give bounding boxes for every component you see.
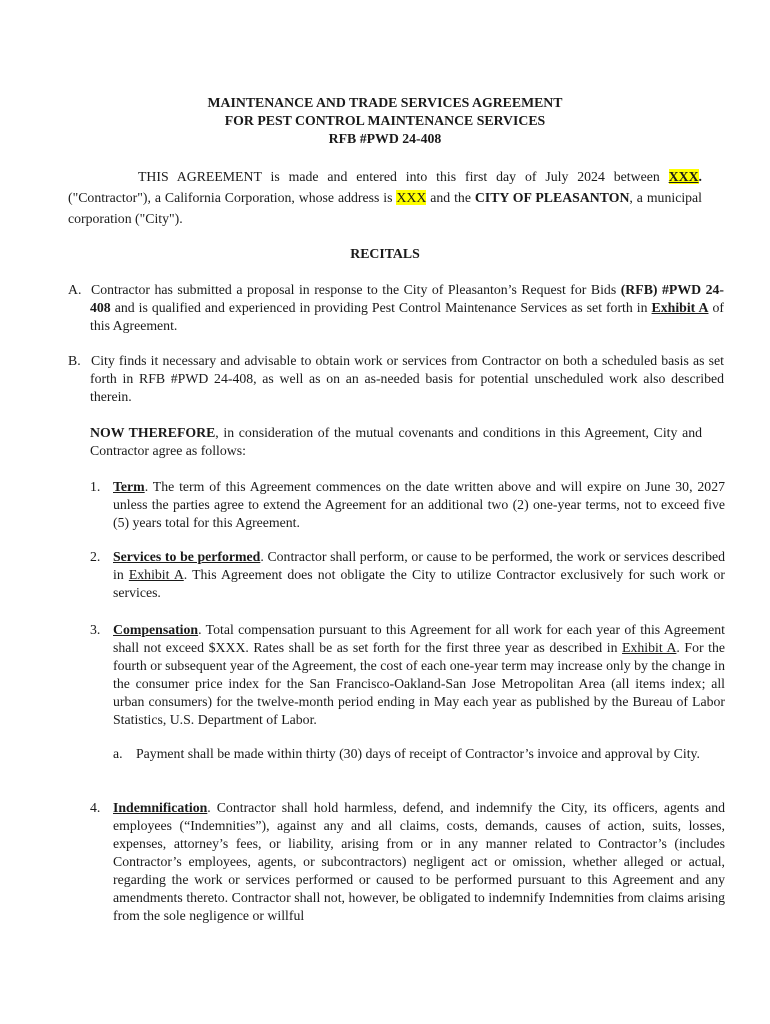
city-name: CITY OF PLEASANTON bbox=[474, 190, 630, 205]
section-services-title: Services to be performed bbox=[113, 549, 261, 564]
section-term: 1. Term. The term of this Agreement commences on the date written above and will expire on June 30, 2027 unless the parties agree to extend the Agreement for an additional two (2) one-year terms, not to exceed five (5) years total for this Agreement. bbox=[90, 479, 725, 530]
recitals-heading: RECITALS bbox=[350, 246, 420, 261]
recital-b: B. City finds it necessary and advisable to obtain work or services from Contractor on both a scheduled basis as set forth in RFB #PWD 24-408, as well as on an as-needed basis for potential unscheduled work also described therein. bbox=[68, 353, 724, 404]
exhibit-a-reference: Exhibit A bbox=[622, 640, 677, 655]
agreement-title: MAINTENANCE AND TRADE SERVICES AGREEMENT bbox=[207, 95, 563, 110]
agreement-subtitle: FOR PEST CONTROL MAINTENANCE SERVICES bbox=[224, 113, 546, 128]
section-compensation-title: Compensation bbox=[113, 622, 199, 637]
section-compensation-subitem-a: a. Payment shall be made within thirty (30) days of receipt of Contractor’s invoice and approval by City. bbox=[113, 746, 701, 761]
section-compensation: 3. Compensation. Total compensation pursuant to this Agreement for all work for each year of this Agreement shall not exceed $XXX. Rates shall be as set forth for the first three year as described in Exhibit A. For the fourth or subsequent year of the Agreement, the cost of each one-year term may increase only by the change in the consumer price index for the San Francisco-Oakland-San Jose Metropolitan Area (all items index; all urban consumers) for the twelve-month period ending in May each year as published by the Bureau of Labor Statistics, U.S. Department of Labor. bbox=[90, 622, 725, 727]
rfb-number: RFB #PWD 24-408 bbox=[328, 131, 442, 146]
section-term-title: Term bbox=[113, 479, 145, 494]
exhibit-a-reference: Exhibit A bbox=[651, 300, 709, 315]
section-indemnification: 4. Indemnification. Contractor shall hold harmless, defend, and indemnify the City, its officers, agents and employees (“Indemnities”), against any and all claims, costs, demands, causes of action, suits, losses, expenses, attorney’s fees, or liability, arising from or in any manner related to Contractor’s (includes Contractor’s employees, agents, or subcontractors) negligent act or omission, whether alleged or actual, regarding the work or services performed or caused to be performed pursuant to this Agreement and any amendments thereto. Contractor shall not, however, be obligated to indemnify Indemnities from claims arising from the sole negligence or willful bbox=[90, 800, 725, 923]
contractor-name-placeholder: XXX bbox=[668, 169, 699, 184]
section-services: 2. Services to be performed. Contractor shall perform, or cause to be performed, the work or services described in Exhibit A. This Agreement does not obligate the City to utilize Contractor exclusively for such work or services. bbox=[90, 549, 725, 600]
address-placeholder: XXX bbox=[396, 190, 427, 205]
section-indemnification-title: Indemnification bbox=[113, 800, 208, 815]
recital-a-label: A. bbox=[68, 282, 82, 297]
recital-b-label: B. bbox=[68, 353, 81, 368]
intro-paragraph: THIS AGREEMENT is made and entered into this first day of July 2024 between XXX. ("Contractor"), a California Corporation, whose address is XXX and the CITY OF PLEASANTON, a municipal corporation ("City"). bbox=[68, 169, 703, 226]
recital-a: A. Contractor has submitted a proposal in response to the City of Pleasanton’s Request for Bids (RFB) #PWD 24-408 and is qualified and experienced in providing Pest Control Maintenance Services as set forth in Exhibit A of this Agreement. bbox=[68, 282, 724, 333]
exhibit-a-reference: Exhibit A bbox=[128, 567, 184, 582]
now-therefore-paragraph: NOW THEREFORE, in consideration of the mutual covenants and conditions in this Agreement, City and Contractor agree as follows: bbox=[90, 425, 703, 458]
